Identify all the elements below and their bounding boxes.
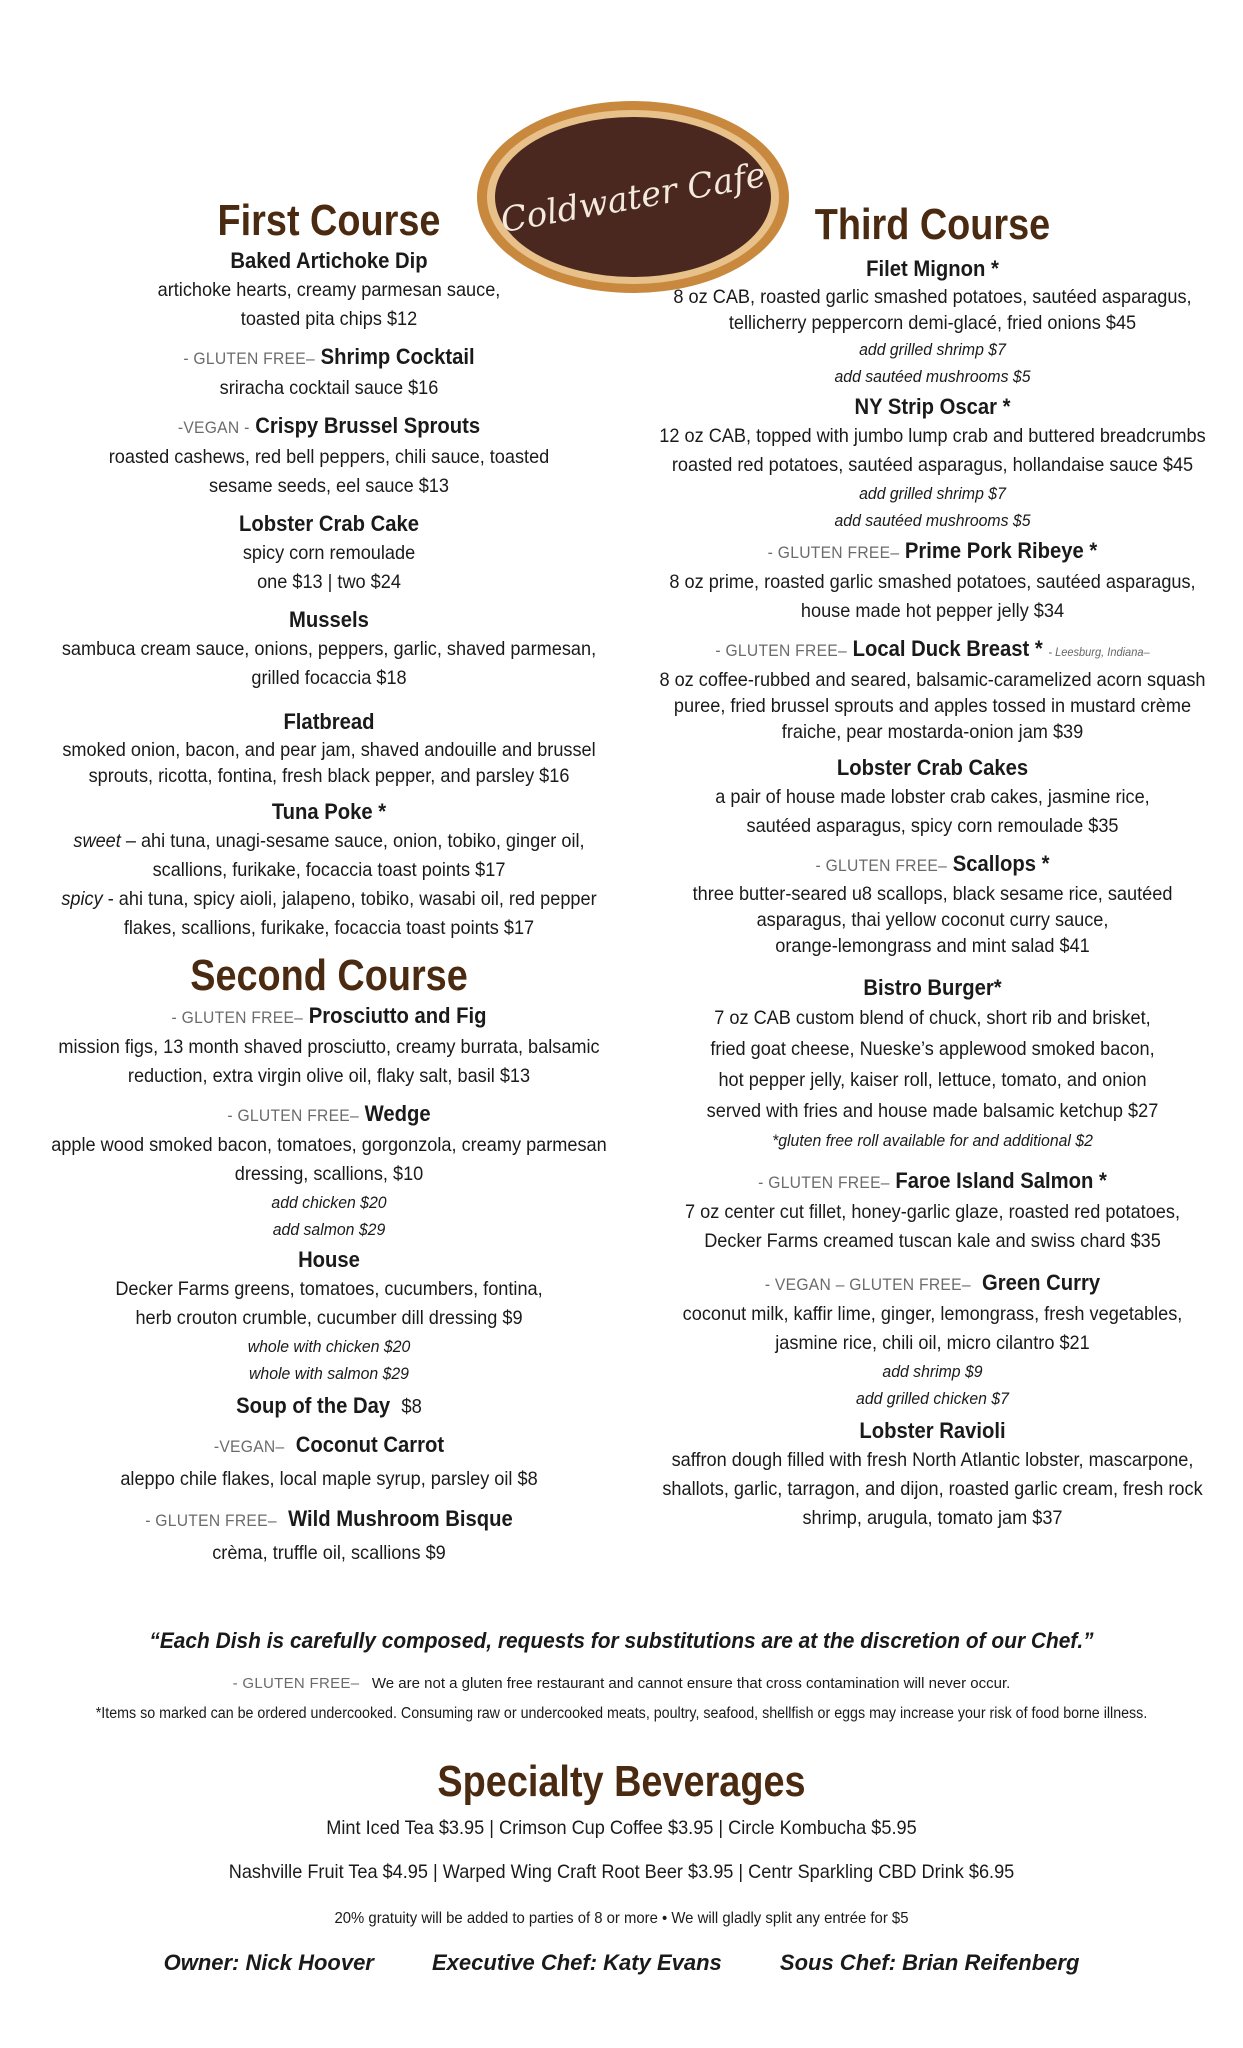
item-name: Faroe Island Salmon * xyxy=(895,1168,1107,1193)
item-desc: tellicherry peppercorn demi-glacé, fried onions $45 xyxy=(728,312,1137,334)
item-desc: coconut milk, kaffir lime, ginger, lemongrass, fresh vegetables, xyxy=(682,1303,1183,1325)
item-desc: asparagus, thai yellow coconut curry sauce, xyxy=(756,909,1109,931)
diet-tag: - GLUTEN FREE– xyxy=(767,543,900,562)
item-desc: 7 oz CAB custom blend of chuck, short rib and brisket, xyxy=(714,1007,1151,1029)
item-price: $8 xyxy=(401,1396,422,1418)
menu-item xyxy=(630,973,1235,1154)
item-desc: toasted pita chips $12 xyxy=(240,308,418,330)
item-name: Tuna Poke * xyxy=(271,799,387,824)
menu-item xyxy=(20,1001,638,1091)
item-desc: Decker Farms greens, tomatoes, cucumbers, fontina, xyxy=(115,1278,543,1300)
item-desc: sprouts, ricotta, fontina, fresh black pepper, and parsley $16 xyxy=(88,765,570,787)
item-addon: add chicken $20 xyxy=(271,1193,387,1212)
item-addon: add grilled shrimp $7 xyxy=(859,484,1006,503)
item-desc: 12 oz CAB, topped with jumbo lump crab and buttered breadcrumbs xyxy=(659,425,1206,447)
item-desc: orange-lemongrass and mint salad $41 xyxy=(775,935,1090,957)
item-name: Green Curry xyxy=(982,1270,1101,1295)
beverages-line: Mint Iced Tea $3.95 | Crimson Cup Coffee $3.95 | Circle Kombucha $5.95 xyxy=(326,1817,917,1839)
menu-item xyxy=(630,634,1235,745)
item-name-row xyxy=(654,1166,1211,1198)
item-name: Flatbread xyxy=(283,709,375,734)
item-addon: add grilled chicken $7 xyxy=(856,1389,1009,1408)
item-desc: 7 oz center cut fillet, honey-garlic glaze, roasted red potatoes, xyxy=(685,1201,1180,1223)
sous-chef-credit: Sous Chef: Brian Reifenberg xyxy=(779,1950,1080,1975)
item-name: Prime Pork Ribeye * xyxy=(904,538,1098,563)
item-desc: smoked onion, bacon, and pear jam, shaved andouille and brussel xyxy=(62,739,596,761)
item-name-row xyxy=(654,634,1211,667)
diet-tag: - GLUTEN FREE– xyxy=(171,1008,304,1027)
item-name-row xyxy=(654,849,1211,881)
item-name-row xyxy=(45,1430,614,1462)
item-name-row xyxy=(45,1504,614,1536)
item-desc: mission figs, 13 month shaved prosciutto, creamy burrata, balsamic xyxy=(58,1036,600,1058)
item-desc: scallions, furikake, focaccia toast points $17 xyxy=(152,859,506,881)
variant-desc: – ahi tuna, unagi-sesame sauce, onion, tobiko, ginger oil, xyxy=(120,830,585,852)
menu-item xyxy=(20,605,638,693)
item-desc: herb crouton crumble, cucumber dill dressing $9 xyxy=(135,1307,523,1329)
item-desc: saffron dough filled with fresh North Atlantic lobster, mascarpone, xyxy=(671,1449,1194,1471)
item-desc: apple wood smoked bacon, tomatoes, gorgonzola, creamy parmesan xyxy=(51,1134,607,1156)
item-name: NY Strip Oscar * xyxy=(854,394,1011,419)
item-desc: three butter-seared u8 scallops, black sesame rice, sautéed xyxy=(692,883,1173,905)
item-name: Lobster Crab Cake xyxy=(239,511,419,536)
item-name-row xyxy=(45,1001,614,1033)
item-name: Prosciutto and Fig xyxy=(308,1003,487,1028)
item-name: Local Duck Breast * xyxy=(852,636,1043,661)
menu-item xyxy=(20,707,638,789)
diet-tag: -VEGAN– xyxy=(213,1437,285,1456)
item-name: Scallops * xyxy=(952,851,1050,876)
menu-item xyxy=(630,753,1235,841)
diet-tag: - VEGAN – GLUTEN FREE– xyxy=(764,1275,971,1294)
item-name-row xyxy=(654,536,1211,568)
item-name: Wedge xyxy=(364,1101,431,1126)
left-column xyxy=(20,196,638,1578)
item-name: Coconut Carrot xyxy=(295,1432,445,1457)
specialty-beverages-title: Specialty Beverages xyxy=(437,1757,806,1806)
item-desc: roasted red potatoes, sautéed asparagus, hollandaise sauce $45 xyxy=(671,454,1194,476)
chef-quote: “Each Dish is carefully composed, requests for substitutions are at the discretion of our Chef.” xyxy=(149,1628,1094,1653)
menu-item xyxy=(20,1430,638,1496)
diet-tag: - GLUTEN FREE– xyxy=(145,1511,277,1530)
menu-item xyxy=(20,509,638,597)
item-addon: add shrimp $9 xyxy=(882,1362,983,1381)
item-desc: flakes, scallions, furikake, focaccia toast points $17 xyxy=(123,917,535,939)
item-addon: add sautéed mushrooms $5 xyxy=(834,367,1031,386)
item-name: Filet Mignon * xyxy=(866,256,999,281)
item-desc: Decker Farms creamed tuscan kale and swiss chard $35 xyxy=(704,1230,1161,1252)
item-addon: whole with chicken $20 xyxy=(247,1337,411,1356)
diet-tag: - GLUTEN FREE– xyxy=(227,1106,360,1125)
gratuity-note: 20% gratuity will be added to parties of 8 or more • We will gladly split any entrée for $5 xyxy=(334,1910,909,1927)
item-desc: sautéed asparagus, spicy corn remoulade $35 xyxy=(746,815,1119,837)
menu-item xyxy=(630,536,1235,626)
item-name: Lobster Crab Cakes xyxy=(836,755,1029,780)
item-desc: spicy corn remoulade xyxy=(242,542,416,564)
logo-text: Coldwater Cafe xyxy=(497,154,769,241)
item-desc: 8 oz prime, roasted garlic smashed potatoes, sautéed asparagus, xyxy=(669,571,1196,593)
beverages-line: Nashville Fruit Tea $4.95 | Warped Wing Craft Root Beer $3.95 | Centr Sparkling CBD Drink $6.95 xyxy=(228,1861,1015,1883)
item-name: Bistro Burger* xyxy=(863,975,1002,1000)
menu-item xyxy=(630,849,1235,959)
diet-tag: - GLUTEN FREE– xyxy=(183,349,315,368)
item-name: Lobster Ravioli xyxy=(859,1418,1006,1443)
item-addon: add salmon $29 xyxy=(272,1220,386,1239)
item-name: Wild Mushroom Bisque xyxy=(288,1506,513,1531)
item-addon: whole with salmon $29 xyxy=(249,1364,409,1383)
variant-label: spicy xyxy=(61,888,103,910)
item-desc xyxy=(42,827,617,856)
item-name-row xyxy=(45,1391,614,1422)
item-name: Crispy Brussel Sprouts xyxy=(255,413,481,438)
item-desc: hot pepper jelly, kaiser roll, lettuce, tomato, and onion xyxy=(718,1069,1147,1091)
owner-credit: Owner: Nick Hoover xyxy=(163,1950,374,1975)
diet-tag: - GLUTEN FREE– xyxy=(232,1675,360,1692)
item-name: Shrimp Cocktail xyxy=(320,344,475,369)
item-desc: shrimp, arugula, tomato jam $37 xyxy=(802,1507,1063,1529)
item-name-row xyxy=(654,1268,1211,1300)
gluten-free-note-text: We are not a gluten free restaurant and cannot ensure that cross contamination will never occur. xyxy=(371,1675,1011,1692)
menu-item xyxy=(630,392,1235,534)
variant-desc: - ahi tuna, spicy aioli, jalapeno, tobiko, wasabi oil, red pepper xyxy=(102,888,597,910)
diet-tag: - GLUTEN FREE– xyxy=(715,641,847,660)
menu-item xyxy=(630,254,1235,390)
item-addon: add grilled shrimp $7 xyxy=(859,340,1006,359)
item-desc: fraiche, pear mostarda-onion jam $39 xyxy=(781,721,1084,743)
item-desc: dressing, scallions, $10 xyxy=(234,1163,424,1185)
item-desc: aleppo chile flakes, local maple syrup, parsley oil $8 xyxy=(120,1468,538,1490)
diet-tag: -VEGAN - xyxy=(177,418,250,437)
item-name: Baked Artichoke Dip xyxy=(230,248,428,273)
menu-item xyxy=(630,1268,1235,1412)
item-name: House xyxy=(298,1247,360,1272)
item-desc: roasted cashews, red bell peppers, chili sauce, toasted xyxy=(108,446,550,468)
item-desc: 8 oz coffee-rubbed and seared, balsamic-caramelized acorn squash xyxy=(659,669,1206,691)
item-desc: one $13 | two $24 xyxy=(257,571,401,593)
item-desc: crèma, truffle oil, scallions $9 xyxy=(212,1542,446,1564)
variant-label: sweet xyxy=(73,830,121,852)
item-name: Mussels xyxy=(289,607,369,632)
item-name-row xyxy=(45,411,614,443)
item-desc xyxy=(42,885,617,914)
exec-chef-credit: Executive Chef: Katy Evans xyxy=(432,1950,722,1975)
first-course-title: First Course xyxy=(217,196,441,245)
menu-item xyxy=(20,1245,638,1387)
item-desc: grilled focaccia $18 xyxy=(251,667,407,689)
third-course-title: Third Course xyxy=(814,200,1051,249)
item-desc: sriracha cocktail sauce $16 xyxy=(219,377,439,399)
item-addon: add sautéed mushrooms $5 xyxy=(834,511,1031,530)
menu-item xyxy=(20,246,638,334)
menu-item xyxy=(20,797,638,943)
origin-note: - Leesburg, Indiana– xyxy=(1048,645,1150,659)
item-desc: a pair of house made lobster crab cakes, jasmine rice, xyxy=(715,786,1150,808)
item-desc: artichoke hearts, creamy parmesan sauce, xyxy=(157,279,501,301)
item-desc: reduction, extra virgin olive oil, flaky salt, basil $13 xyxy=(127,1065,531,1087)
menu-item xyxy=(630,1416,1235,1533)
menu-item xyxy=(20,1099,638,1243)
menu-item xyxy=(20,1391,638,1422)
item-desc: sesame seeds, eel sauce $13 xyxy=(209,475,449,497)
item-desc: jasmine rice, chili oil, micro cilantro $21 xyxy=(775,1332,1090,1354)
item-desc: 8 oz CAB, roasted garlic smashed potatoes, sautéed asparagus, xyxy=(673,286,1192,308)
item-name-row xyxy=(45,1099,614,1131)
undercooked-note: *Items so marked can be ordered undercooked. Consuming raw or undercooked meats, poultry, seafood, shellfish or eggs may increase your risk of food borne illness. xyxy=(95,1705,1148,1722)
item-desc: puree, fried brussel sprouts and apples tossed in mustard crème xyxy=(673,695,1192,717)
item-name-row xyxy=(45,342,614,374)
item-desc: sambuca cream sauce, onions, peppers, garlic, shaved parmesan, xyxy=(61,638,597,660)
right-column xyxy=(630,200,1235,1541)
gluten-free-note xyxy=(0,1675,1243,1692)
item-addon: *gluten free roll available for and additional $2 xyxy=(772,1131,1093,1150)
menu-item xyxy=(630,1166,1235,1256)
diet-tag: - GLUTEN FREE– xyxy=(758,1173,890,1192)
item-desc: house made hot pepper jelly $34 xyxy=(800,600,1065,622)
menu-item xyxy=(20,411,638,501)
item-desc: fried goat cheese, Nueske’s applewood smoked bacon, xyxy=(710,1038,1155,1060)
item-name: Soup of the Day xyxy=(236,1393,391,1418)
second-course-title: Second Course xyxy=(190,951,468,1000)
diet-tag: - GLUTEN FREE– xyxy=(815,856,948,875)
staff-credits xyxy=(0,1950,1243,1976)
menu-item xyxy=(20,1504,638,1570)
item-desc: shallots, garlic, tarragon, and dijon, roasted garlic cream, fresh rock xyxy=(662,1478,1203,1500)
item-desc: served with fries and house made balsamic ketchup $27 xyxy=(706,1100,1159,1122)
menu-item xyxy=(20,342,638,403)
